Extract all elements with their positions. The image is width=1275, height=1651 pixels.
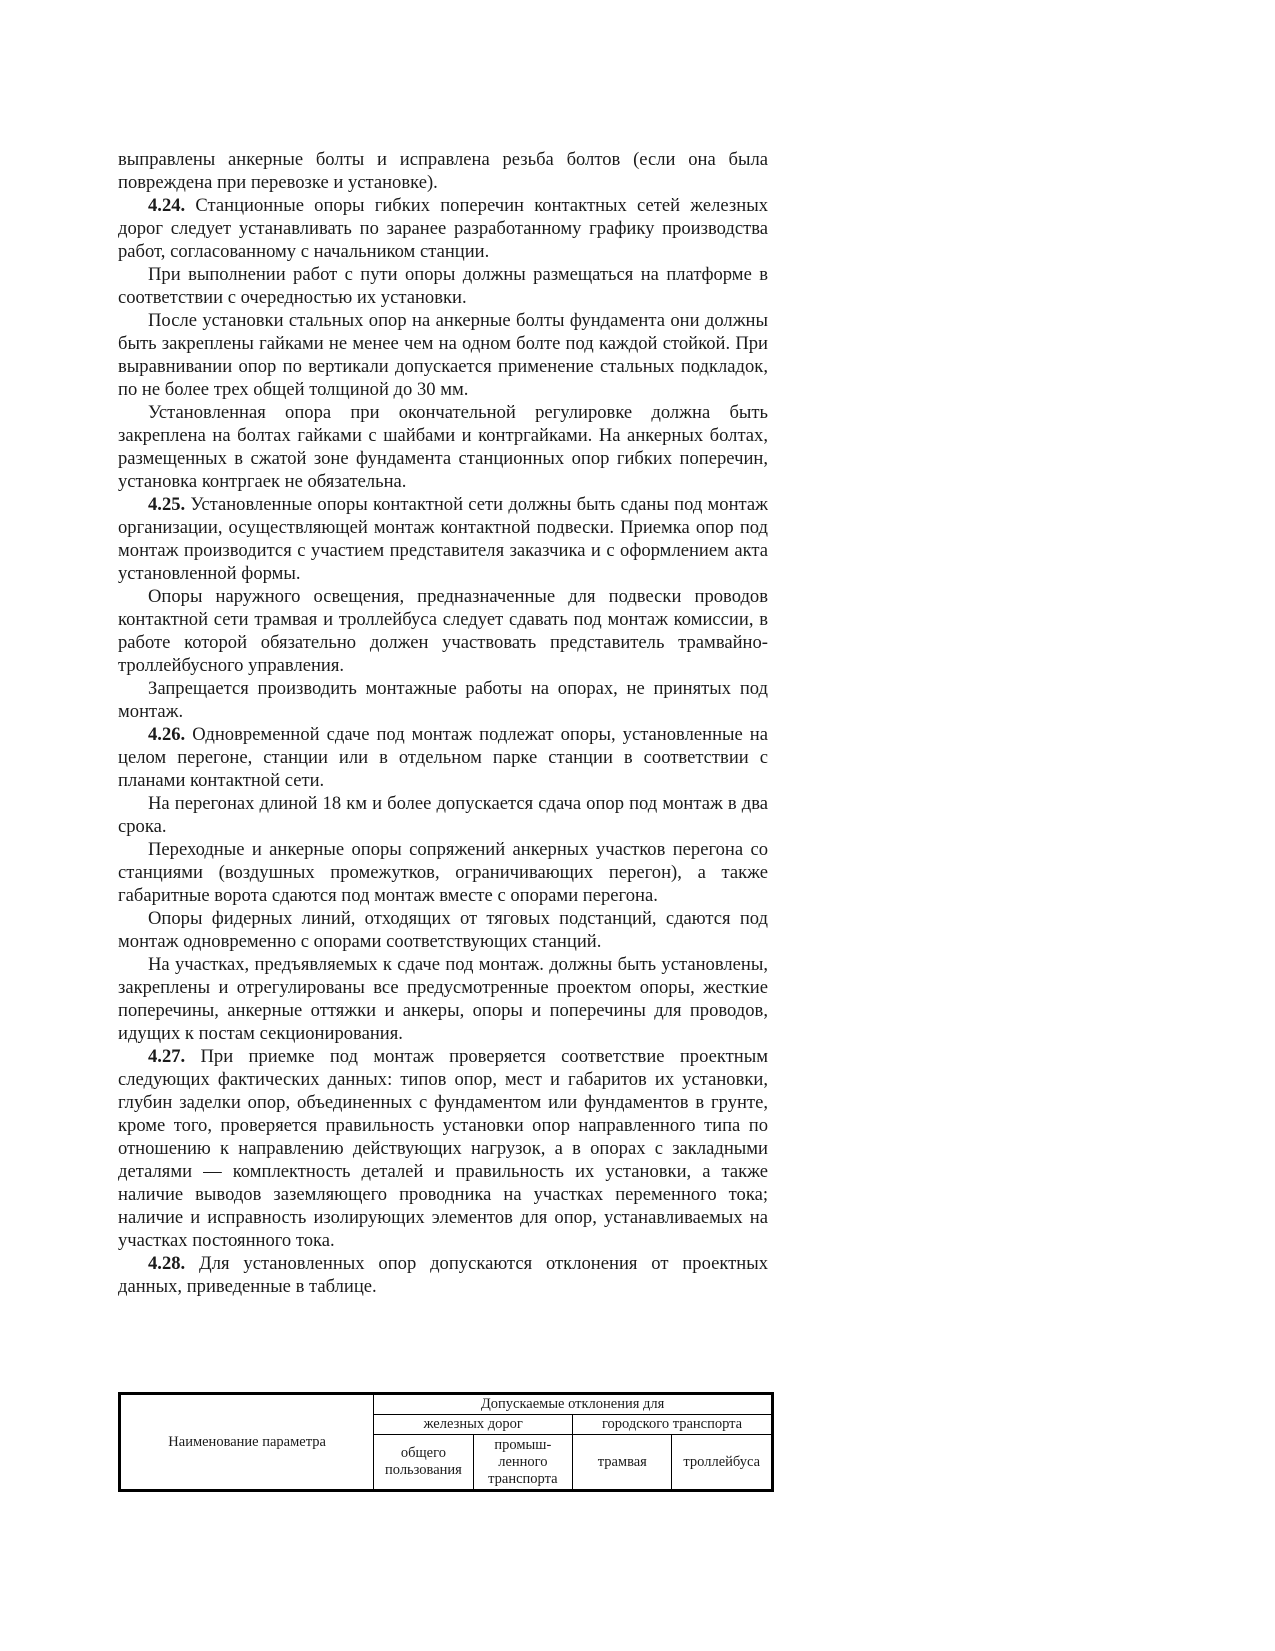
document-body	[118, 148, 768, 1298]
paragraph-6: Опоры наружного освещения, предназначенные для подвески проводов контактной сети трамвая и троллейбуса следует сдавать под монтаж комиссии, в работе которой обязательно должен участвовать представитель трамвайно-троллейбусного управления.	[118, 586, 768, 676]
paragraph-4-25: 4.25. Установленные опоры контактной сети должны быть сданы под монтаж организации, осуществляющей монтаж контактной подвески. Приемка опор под монтаж производится с участием представителя заказчика и с оформлением акта установленной формы.	[118, 494, 768, 584]
paragraph-11: Опоры фидерных линий, отходящих от тяговых подстанций, сдаются под монтаж одновременно с опорами соответствующих станций.	[118, 908, 768, 952]
paragraph-10: Переходные и анкерные опоры сопряжений анкерных участков перегона со станциями (воздушных промежутков, ограничивающих перегон), а также габаритные ворота сдаются под монтаж вместе с опорами перегона.	[118, 839, 768, 906]
trolleybus-header-cell: троллейбуса	[672, 1435, 773, 1491]
clause-number: 4.27.	[148, 1046, 186, 1067]
general-use-header-cell: общего пользования	[374, 1435, 473, 1491]
paragraph-4-26: 4.26. Одновременной сдаче под монтаж подлежат опоры, установленные на целом перегоне, станции или в отдельном парке станции в соответствии с планами контактной сети.	[118, 724, 768, 791]
paragraph-7: Запрещается производить монтажные работы на опорах, не принятых под монтаж.	[118, 678, 768, 722]
clause-number: 4.28.	[148, 1253, 186, 1274]
paragraph-4-27: 4.27. При приемке под монтаж проверяется соответствие проектным следующих фактических данных: типов опор, мест и габаритов их установки, глубин заделки опор, объединенных с фундаментом или фундаментов в грунте, кроме того, проверяется правильность установки опор направленного типа по отношению к направлению действующих нагрузок, а в опорах с закладными деталями — комплектность деталей и правильность их установки, а также наличие выводов заземляющего проводника на участках переменного тока; наличие и исправность изолирующих элементов для опор, устанавливаемых на участках постоянного тока.	[118, 1046, 768, 1251]
paragraph-2: При выполнении работ с пути опоры должны размещаться на платформе в соответствии с очередностью их установки.	[118, 264, 768, 308]
clause-number: 4.26.	[148, 724, 186, 745]
paragraph-4-24: 4.24. Станционные опоры гибких поперечин контактных сетей железных дорог следует устанавливать по заранее разработанному графику производства работ, согласованному с начальником станции.	[118, 195, 768, 262]
clause-number: 4.24.	[148, 195, 186, 216]
deviations-table	[118, 1392, 774, 1492]
railways-header-cell: железных дорог	[374, 1415, 573, 1435]
paragraph-12: На участках, предъявляемых к сдаче под монтаж. должны быть установлены, закреплены и отрегулированы все предусмотренные проектом опоры, жесткие поперечины, анкерные оттяжки и анкеры, опоры и поперечины для проводов, идущих к постам секционирования.	[118, 954, 768, 1044]
paragraph-4: Установленная опора при окончательной регулировке должна быть закреплена на болтах гайками с шайбами и контргайками. На анкерных болтах, размещенных в сжатой зоне фундамента станционных опор гибких поперечин, установка контргаек не обязательна.	[118, 402, 768, 492]
paragraph-3: После установки стальных опор на анкерные болты фундамента они должны быть закреплены гайками не менее чем на одном болте под каждой стойкой. При выравнивании опор по вертикали допускается применение стальных подкладок, по не более трех общей толщиной до 30 мм.	[118, 310, 768, 400]
deviations-header-cell: Допускаемые отклонения для	[374, 1394, 773, 1415]
tram-header-cell: трамвая	[573, 1435, 672, 1491]
paragraph-4-28: 4.28. Для установленных опор допускаются отклонения от проектных данных, приведенные в таблице.	[118, 1253, 768, 1297]
paragraph-9: На перегонах длиной 18 км и более допускается сдача опор под монтаж в два срока.	[118, 793, 768, 837]
clause-number: 4.25.	[148, 494, 186, 515]
industrial-header-cell: промыш-ленного транспорта	[473, 1435, 572, 1491]
param-header-cell: Наименование параметра	[120, 1394, 374, 1491]
city-transport-header-cell: городского транспорта	[573, 1415, 773, 1435]
paragraph-0: выправлены анкерные болты и исправлена резьба болтов (если она была повреждена при перевозке и установке).	[118, 149, 768, 193]
